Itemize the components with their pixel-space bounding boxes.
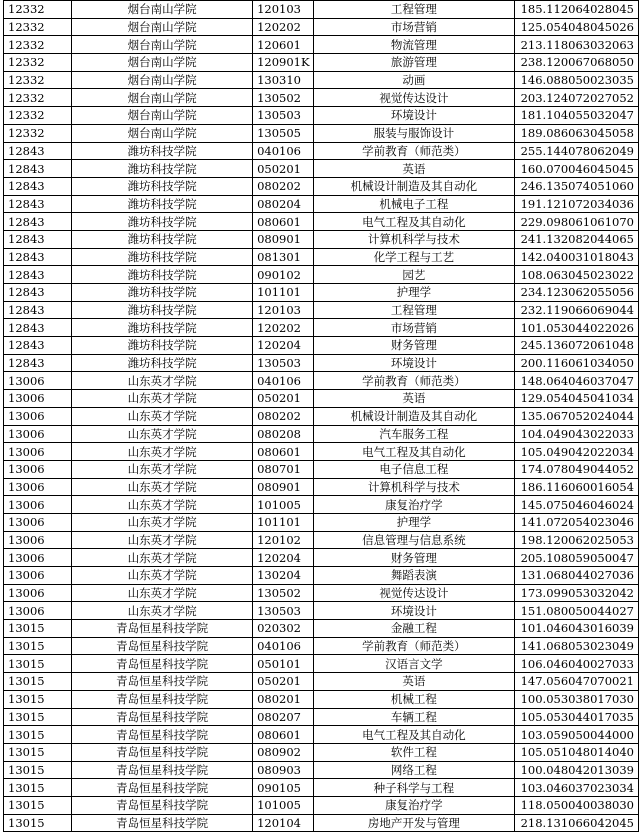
school-name-cell: 青岛恒星科技学院 <box>72 743 253 761</box>
school-code-cell: 12843 <box>4 266 72 284</box>
score-cell: 103.046037023034 <box>515 779 639 797</box>
major-code-cell: 130204 <box>253 567 314 585</box>
table-row <box>4 160 639 178</box>
major-name-cell: 信息管理与信息系统 <box>313 531 514 549</box>
table-row <box>4 673 639 691</box>
school-name-cell: 潍坊科技学院 <box>72 266 253 284</box>
table-row <box>4 637 639 655</box>
table-row <box>4 36 639 54</box>
major-code-cell: 080207 <box>253 708 314 726</box>
score-cell: 218.131066042045 <box>515 814 639 832</box>
school-code-cell: 13006 <box>4 425 72 443</box>
score-cell: 238.120067068050 <box>515 54 639 72</box>
score-cell: 108.063045023022 <box>515 266 639 284</box>
school-name-cell: 烟台南山学院 <box>72 71 253 89</box>
major-name-cell: 园艺 <box>313 266 514 284</box>
school-name-cell: 山东英才学院 <box>72 549 253 567</box>
school-code-cell: 13006 <box>4 513 72 531</box>
table-row <box>4 266 639 284</box>
table-row <box>4 602 639 620</box>
major-code-cell: 081301 <box>253 248 314 266</box>
school-code-cell: 13015 <box>4 743 72 761</box>
score-cell: 106.046040027033 <box>515 655 639 673</box>
score-cell: 103.059050044000 <box>515 726 639 744</box>
table-row <box>4 584 639 602</box>
table-row <box>4 248 639 266</box>
school-code-cell: 13015 <box>4 796 72 814</box>
major-code-cell: 080601 <box>253 443 314 461</box>
score-cell: 141.068053023049 <box>515 637 639 655</box>
data-table <box>3 0 639 832</box>
table-row <box>4 743 639 761</box>
school-name-cell: 山东英才学院 <box>72 478 253 496</box>
major-code-cell: 120901K <box>253 54 314 72</box>
major-name-cell: 英语 <box>313 160 514 178</box>
school-name-cell: 潍坊科技学院 <box>72 319 253 337</box>
table-row <box>4 89 639 107</box>
school-code-cell: 13006 <box>4 390 72 408</box>
major-name-cell: 市场营销 <box>313 18 514 36</box>
score-cell: 160.070046045045 <box>515 160 639 178</box>
school-name-cell: 青岛恒星科技学院 <box>72 779 253 797</box>
score-cell: 125.054048045026 <box>515 18 639 36</box>
school-code-cell: 12843 <box>4 195 72 213</box>
school-name-cell: 青岛恒星科技学院 <box>72 708 253 726</box>
school-code-cell: 12843 <box>4 248 72 266</box>
major-name-cell: 学前教育（师范类） <box>313 637 514 655</box>
score-cell: 234.123062055056 <box>515 284 639 302</box>
major-name-cell: 机械设计制造及其自动化 <box>313 177 514 195</box>
major-name-cell: 环境设计 <box>313 354 514 372</box>
school-code-cell: 12843 <box>4 160 72 178</box>
major-code-cell: 120103 <box>253 1 314 19</box>
school-name-cell: 潍坊科技学院 <box>72 213 253 231</box>
major-name-cell: 英语 <box>313 673 514 691</box>
school-name-cell: 山东英才学院 <box>72 602 253 620</box>
major-code-cell: 090105 <box>253 779 314 797</box>
major-code-cell: 120204 <box>253 337 314 355</box>
major-name-cell: 动画 <box>313 71 514 89</box>
school-code-cell: 12843 <box>4 301 72 319</box>
major-name-cell: 电子信息工程 <box>313 460 514 478</box>
score-cell: 105.053044017035 <box>515 708 639 726</box>
major-name-cell: 金融工程 <box>313 620 514 638</box>
major-code-cell: 120204 <box>253 549 314 567</box>
score-cell: 151.080050044027 <box>515 602 639 620</box>
school-code-cell: 12332 <box>4 89 72 107</box>
school-name-cell: 青岛恒星科技学院 <box>72 761 253 779</box>
school-code-cell: 12843 <box>4 230 72 248</box>
table-row <box>4 443 639 461</box>
major-name-cell: 车辆工程 <box>313 708 514 726</box>
school-name-cell: 潍坊科技学院 <box>72 337 253 355</box>
table-row <box>4 460 639 478</box>
major-code-cell: 120202 <box>253 319 314 337</box>
score-cell: 101.053044022026 <box>515 319 639 337</box>
table-row <box>4 18 639 36</box>
major-name-cell: 旅游管理 <box>313 54 514 72</box>
table-row <box>4 54 639 72</box>
school-code-cell: 12332 <box>4 124 72 142</box>
major-code-cell: 080202 <box>253 407 314 425</box>
major-name-cell: 舞蹈表演 <box>313 567 514 585</box>
score-cell: 105.051048014040 <box>515 743 639 761</box>
school-name-cell: 青岛恒星科技学院 <box>72 620 253 638</box>
school-name-cell: 青岛恒星科技学院 <box>72 796 253 814</box>
school-code-cell: 12843 <box>4 177 72 195</box>
score-cell: 189.086063045058 <box>515 124 639 142</box>
school-name-cell: 潍坊科技学院 <box>72 142 253 160</box>
score-cell: 245.136072061048 <box>515 337 639 355</box>
score-cell: 145.075046046024 <box>515 496 639 514</box>
table-row <box>4 337 639 355</box>
major-code-cell: 040106 <box>253 637 314 655</box>
score-cell: 173.099053032042 <box>515 584 639 602</box>
school-name-cell: 山东英才学院 <box>72 513 253 531</box>
table-row <box>4 213 639 231</box>
school-code-cell: 12843 <box>4 354 72 372</box>
score-cell: 131.068044027036 <box>515 567 639 585</box>
school-code-cell: 12332 <box>4 54 72 72</box>
major-code-cell: 130310 <box>253 71 314 89</box>
score-cell: 141.072054023046 <box>515 513 639 531</box>
score-cell: 101.046043016039 <box>515 620 639 638</box>
table-row <box>4 620 639 638</box>
major-name-cell: 汉语言文学 <box>313 655 514 673</box>
school-code-cell: 13006 <box>4 460 72 478</box>
major-name-cell: 计算机科学与技术 <box>313 478 514 496</box>
school-code-cell: 12332 <box>4 1 72 19</box>
table-row <box>4 354 639 372</box>
major-code-cell: 120601 <box>253 36 314 54</box>
major-name-cell: 视觉传达设计 <box>313 89 514 107</box>
table-row <box>4 372 639 390</box>
school-name-cell: 潍坊科技学院 <box>72 177 253 195</box>
major-name-cell: 种子科学与工程 <box>313 779 514 797</box>
major-name-cell: 机械工程 <box>313 690 514 708</box>
major-code-cell: 080202 <box>253 177 314 195</box>
school-code-cell: 13006 <box>4 372 72 390</box>
school-name-cell: 山东英才学院 <box>72 531 253 549</box>
major-name-cell: 护理学 <box>313 513 514 531</box>
score-cell: 205.108059050047 <box>515 549 639 567</box>
school-code-cell: 13006 <box>4 496 72 514</box>
major-code-cell: 090102 <box>253 266 314 284</box>
score-cell: 147.056047070021 <box>515 673 639 691</box>
major-code-cell: 101101 <box>253 513 314 531</box>
major-name-cell: 护理学 <box>313 284 514 302</box>
table-row <box>4 761 639 779</box>
school-name-cell: 青岛恒星科技学院 <box>72 814 253 832</box>
table-row <box>4 726 639 744</box>
school-code-cell: 13015 <box>4 708 72 726</box>
school-name-cell: 潍坊科技学院 <box>72 248 253 266</box>
school-code-cell: 13006 <box>4 602 72 620</box>
major-code-cell: 020302 <box>253 620 314 638</box>
major-name-cell: 环境设计 <box>313 107 514 125</box>
table-row <box>4 319 639 337</box>
score-cell: 246.135074051060 <box>515 177 639 195</box>
score-cell: 135.067052024044 <box>515 407 639 425</box>
major-code-cell: 040106 <box>253 142 314 160</box>
school-code-cell: 12843 <box>4 284 72 302</box>
table-row <box>4 531 639 549</box>
school-name-cell: 烟台南山学院 <box>72 1 253 19</box>
table-row <box>4 177 639 195</box>
major-name-cell: 环境设计 <box>313 602 514 620</box>
major-name-cell: 市场营销 <box>313 319 514 337</box>
school-code-cell: 13006 <box>4 567 72 585</box>
school-name-cell: 潍坊科技学院 <box>72 301 253 319</box>
major-code-cell: 130503 <box>253 107 314 125</box>
table-row <box>4 655 639 673</box>
major-name-cell: 电气工程及其自动化 <box>313 213 514 231</box>
school-name-cell: 青岛恒星科技学院 <box>72 673 253 691</box>
major-code-cell: 120102 <box>253 531 314 549</box>
major-name-cell: 工程管理 <box>313 301 514 319</box>
major-code-cell: 080902 <box>253 743 314 761</box>
table-row <box>4 425 639 443</box>
school-name-cell: 山东英才学院 <box>72 460 253 478</box>
major-name-cell: 康复治疗学 <box>313 496 514 514</box>
major-code-cell: 080204 <box>253 195 314 213</box>
major-name-cell: 房地产开发与管理 <box>313 814 514 832</box>
major-code-cell: 050101 <box>253 655 314 673</box>
school-name-cell: 山东英才学院 <box>72 425 253 443</box>
school-code-cell: 13006 <box>4 531 72 549</box>
major-name-cell: 软件工程 <box>313 743 514 761</box>
score-cell: 100.053038017030 <box>515 690 639 708</box>
major-code-cell: 130502 <box>253 89 314 107</box>
school-name-cell: 烟台南山学院 <box>72 54 253 72</box>
table-row <box>4 390 639 408</box>
score-cell: 213.118063032063 <box>515 36 639 54</box>
school-code-cell: 12843 <box>4 319 72 337</box>
school-code-cell: 12332 <box>4 71 72 89</box>
score-cell: 146.088050023035 <box>515 71 639 89</box>
score-cell: 129.054045041034 <box>515 390 639 408</box>
score-cell: 200.116061034050 <box>515 354 639 372</box>
score-cell: 255.144078062049 <box>515 142 639 160</box>
school-name-cell: 烟台南山学院 <box>72 107 253 125</box>
school-name-cell: 山东英才学院 <box>72 496 253 514</box>
major-code-cell: 120103 <box>253 301 314 319</box>
school-code-cell: 13006 <box>4 478 72 496</box>
major-code-cell: 080601 <box>253 213 314 231</box>
table-row <box>4 513 639 531</box>
table-row <box>4 107 639 125</box>
table-row <box>4 301 639 319</box>
score-cell: 241.132082044065 <box>515 230 639 248</box>
major-code-cell: 080701 <box>253 460 314 478</box>
major-name-cell: 学前教育（师范类） <box>313 142 514 160</box>
major-name-cell: 计算机科学与技术 <box>313 230 514 248</box>
major-code-cell: 101005 <box>253 796 314 814</box>
table-row <box>4 814 639 832</box>
score-cell: 174.078049044052 <box>515 460 639 478</box>
score-cell: 203.124072027052 <box>515 89 639 107</box>
major-name-cell: 学前教育（师范类） <box>313 372 514 390</box>
score-cell: 198.120062025053 <box>515 531 639 549</box>
table-row <box>4 1 639 19</box>
score-cell: 118.050040038030 <box>515 796 639 814</box>
score-cell: 186.116060016054 <box>515 478 639 496</box>
school-name-cell: 烟台南山学院 <box>72 124 253 142</box>
table-row <box>4 407 639 425</box>
score-cell: 232.119066069044 <box>515 301 639 319</box>
major-code-cell: 120202 <box>253 18 314 36</box>
major-name-cell: 财务管理 <box>313 549 514 567</box>
major-name-cell: 机械电子工程 <box>313 195 514 213</box>
table-row <box>4 796 639 814</box>
major-code-cell: 101101 <box>253 284 314 302</box>
score-cell: 100.048042013039 <box>515 761 639 779</box>
school-name-cell: 青岛恒星科技学院 <box>72 690 253 708</box>
school-name-cell: 潍坊科技学院 <box>72 284 253 302</box>
school-name-cell: 烟台南山学院 <box>72 36 253 54</box>
school-name-cell: 青岛恒星科技学院 <box>72 726 253 744</box>
school-name-cell: 山东英才学院 <box>72 390 253 408</box>
score-cell: 148.064046037047 <box>515 372 639 390</box>
major-name-cell: 电气工程及其自动化 <box>313 443 514 461</box>
school-name-cell: 青岛恒星科技学院 <box>72 637 253 655</box>
major-code-cell: 080903 <box>253 761 314 779</box>
school-code-cell: 12332 <box>4 36 72 54</box>
school-name-cell: 山东英才学院 <box>72 372 253 390</box>
school-name-cell: 潍坊科技学院 <box>72 195 253 213</box>
school-code-cell: 13015 <box>4 761 72 779</box>
score-cell: 105.049042022034 <box>515 443 639 461</box>
major-name-cell: 网络工程 <box>313 761 514 779</box>
school-name-cell: 潍坊科技学院 <box>72 160 253 178</box>
school-code-cell: 13015 <box>4 637 72 655</box>
school-code-cell: 12843 <box>4 337 72 355</box>
table-row <box>4 124 639 142</box>
score-cell: 185.112064028045 <box>515 1 639 19</box>
school-code-cell: 13015 <box>4 814 72 832</box>
school-code-cell: 13006 <box>4 443 72 461</box>
school-code-cell: 12843 <box>4 213 72 231</box>
major-name-cell: 英语 <box>313 390 514 408</box>
major-code-cell: 120104 <box>253 814 314 832</box>
major-name-cell: 汽车服务工程 <box>313 425 514 443</box>
major-code-cell: 101005 <box>253 496 314 514</box>
school-name-cell: 山东英才学院 <box>72 443 253 461</box>
table-row <box>4 567 639 585</box>
major-name-cell: 物流管理 <box>313 36 514 54</box>
school-code-cell: 13006 <box>4 549 72 567</box>
major-code-cell: 130505 <box>253 124 314 142</box>
major-name-cell: 财务管理 <box>313 337 514 355</box>
major-name-cell: 康复治疗学 <box>313 796 514 814</box>
table-row <box>4 284 639 302</box>
table-row <box>4 71 639 89</box>
score-cell: 142.040031018043 <box>515 248 639 266</box>
major-code-cell: 130502 <box>253 584 314 602</box>
school-code-cell: 13015 <box>4 779 72 797</box>
table-row <box>4 779 639 797</box>
score-cell: 104.049043022033 <box>515 425 639 443</box>
school-name-cell: 青岛恒星科技学院 <box>72 655 253 673</box>
school-code-cell: 13015 <box>4 620 72 638</box>
major-code-cell: 050201 <box>253 160 314 178</box>
school-name-cell: 山东英才学院 <box>72 584 253 602</box>
school-name-cell: 山东英才学院 <box>72 407 253 425</box>
table-row <box>4 142 639 160</box>
major-name-cell: 服装与服饰设计 <box>313 124 514 142</box>
school-code-cell: 13015 <box>4 690 72 708</box>
score-cell: 229.098061061070 <box>515 213 639 231</box>
major-name-cell: 工程管理 <box>313 1 514 19</box>
school-code-cell: 13015 <box>4 655 72 673</box>
major-code-cell: 130503 <box>253 602 314 620</box>
school-code-cell: 13015 <box>4 673 72 691</box>
school-code-cell: 13006 <box>4 584 72 602</box>
major-code-cell: 050201 <box>253 673 314 691</box>
school-code-cell: 13015 <box>4 726 72 744</box>
school-code-cell: 12332 <box>4 107 72 125</box>
table-row <box>4 708 639 726</box>
table-row <box>4 478 639 496</box>
table-row <box>4 690 639 708</box>
table-body <box>4 1 639 832</box>
major-name-cell: 机械设计制造及其自动化 <box>313 407 514 425</box>
major-code-cell: 130503 <box>253 354 314 372</box>
major-code-cell: 080901 <box>253 478 314 496</box>
score-cell: 191.121072034036 <box>515 195 639 213</box>
school-name-cell: 山东英才学院 <box>72 567 253 585</box>
school-code-cell: 12332 <box>4 18 72 36</box>
score-cell: 181.104055032047 <box>515 107 639 125</box>
major-code-cell: 080201 <box>253 690 314 708</box>
table-row <box>4 549 639 567</box>
major-code-cell: 080901 <box>253 230 314 248</box>
school-code-cell: 13006 <box>4 407 72 425</box>
table-row <box>4 230 639 248</box>
major-code-cell: 080601 <box>253 726 314 744</box>
major-name-cell: 电气工程及其自动化 <box>313 726 514 744</box>
major-name-cell: 化学工程与工艺 <box>313 248 514 266</box>
school-name-cell: 烟台南山学院 <box>72 18 253 36</box>
school-code-cell: 12843 <box>4 142 72 160</box>
table-row <box>4 195 639 213</box>
major-code-cell: 080208 <box>253 425 314 443</box>
major-code-cell: 040106 <box>253 372 314 390</box>
major-name-cell: 视觉传达设计 <box>313 584 514 602</box>
major-code-cell: 050201 <box>253 390 314 408</box>
school-name-cell: 潍坊科技学院 <box>72 230 253 248</box>
table-row <box>4 496 639 514</box>
school-name-cell: 烟台南山学院 <box>72 89 253 107</box>
school-name-cell: 潍坊科技学院 <box>72 354 253 372</box>
